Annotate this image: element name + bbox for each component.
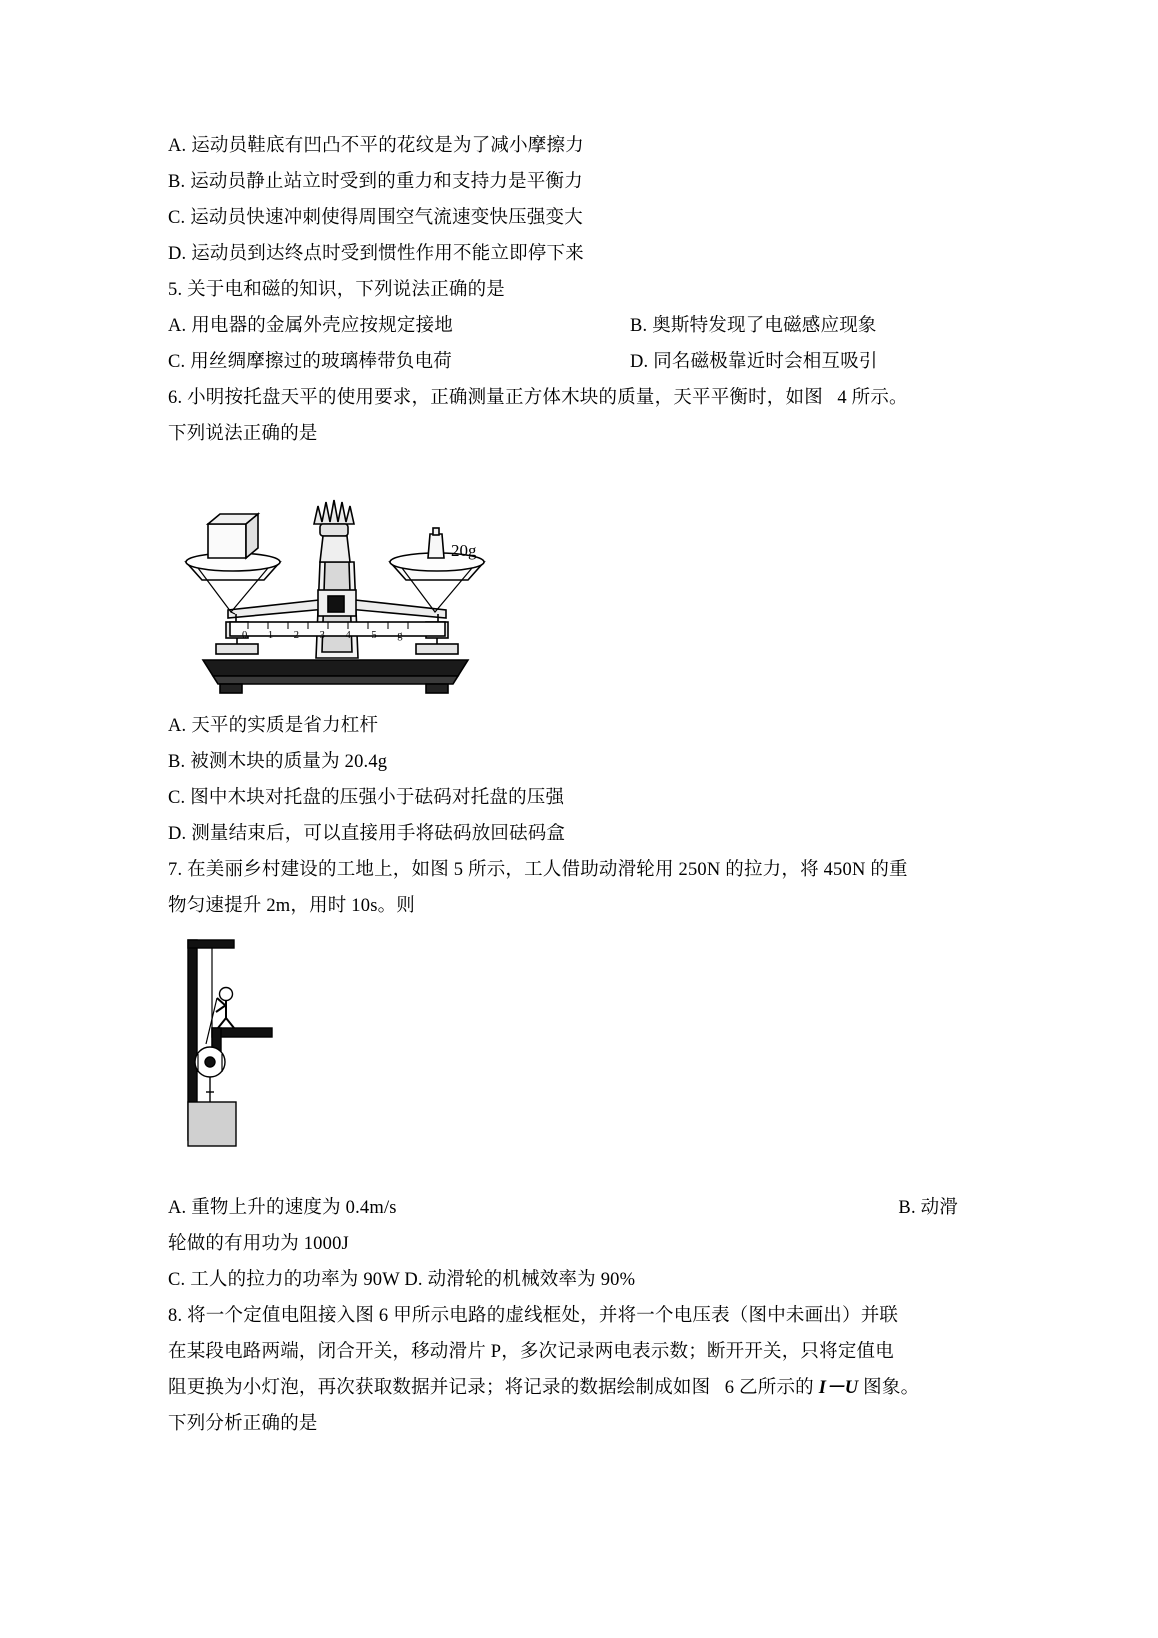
q7-option-a: A. 重物上升的速度为 0.4m/s [168,1198,397,1218]
q6-option-d: D. 测量结束后，可以直接用手将砝码放回砝码盒 [168,824,566,844]
q8-line-1: 8. 将一个定值电阻接入图 6 甲所示电路的虚线框处，并将一个电压表（图中未画出）并联 [168,1306,899,1326]
q5-options-row-2 [168,344,958,380]
q6-stem-line-2: 下列说法正确的是 [168,424,318,444]
q8-line-4: 下列分析正确的是 [168,1414,318,1434]
figure-scale-ticks: 0 1 2 3 4 5 g [242,630,412,641]
q8-line-3-part-b: 图象。 [858,1378,920,1398]
q7-stem-line-1: 7. 在美丽乡村建设的工地上，如图 5 所示，工人借助动滑轮用 250N 的拉力，将 450N 的重 [168,860,908,880]
q6-option-a: A. 天平的实质是省力杠杆 [168,716,379,736]
figure-weight-label: 20g [451,541,477,560]
figure-5-movable-pulley [168,932,958,1182]
figure-4-balance-scale [168,462,958,702]
q6-option-b: B. 被测木块的质量为 20.4g [168,752,388,772]
q4-option-c: C. 运动员快速冲刺使得周围空气流速变快压强变大 [168,208,583,228]
q4-option-b: B. 运动员静止站立时受到的重力和支持力是平衡力 [168,172,583,192]
q5-option-d: D. 同名磁极靠近时会相互吸引 [630,352,878,372]
q8-line-3-part-a: 阻更换为小灯泡，再次获取数据并记录；将记录的数据绘制成如图 6 乙所示的 [168,1378,819,1398]
q7-stem-line-2: 物匀速提升 2m，用时 10s。则 [168,896,415,916]
q6-stem-line-1: 6. 小明按托盘天平的使用要求，正确测量正方体木块的质量，天平平衡时，如图 4 所示。 [168,388,908,408]
q8-iu-symbol: I－U [818,1378,859,1398]
q5-stem: 5. 关于电和磁的知识，下列说法正确的是 [168,280,506,300]
pulley-drawing [168,932,428,1182]
q5-options-row-1 [168,308,958,344]
q4-option-a: A. 运动员鞋底有凹凸不平的花纹是为了减小摩擦力 [168,136,584,156]
q7-option-c-d: C. 工人的拉力的功率为 90W D. 动滑轮的机械效率为 90% [168,1270,636,1290]
q5-option-b: B. 奥斯特发现了电磁感应现象 [630,316,877,336]
q5-option-c: C. 用丝绸摩擦过的玻璃棒带负电荷 [168,352,452,372]
q6-option-c: C. 图中木块对托盘的压强小于砝码对托盘的压强 [168,788,565,808]
balance-scale-drawing [168,462,588,702]
q7-options-row [168,1190,958,1226]
q7-option-b-fragment: B. 动滑 [898,1198,958,1218]
document-body [168,128,958,1442]
q4-option-d: D. 运动员到达终点时受到惯性作用不能立即停下来 [168,244,584,264]
q7-option-b-continued: 轮做的有用功为 1000J [168,1234,349,1254]
q8-line-3 [168,1370,958,1406]
q8-line-2: 在某段电路两端，闭合开关，移动滑片 P，多次记录两电表示数；断开开关，只将定值电 [168,1342,894,1362]
q5-option-a: A. 用电器的金属外壳应按规定接地 [168,316,454,336]
